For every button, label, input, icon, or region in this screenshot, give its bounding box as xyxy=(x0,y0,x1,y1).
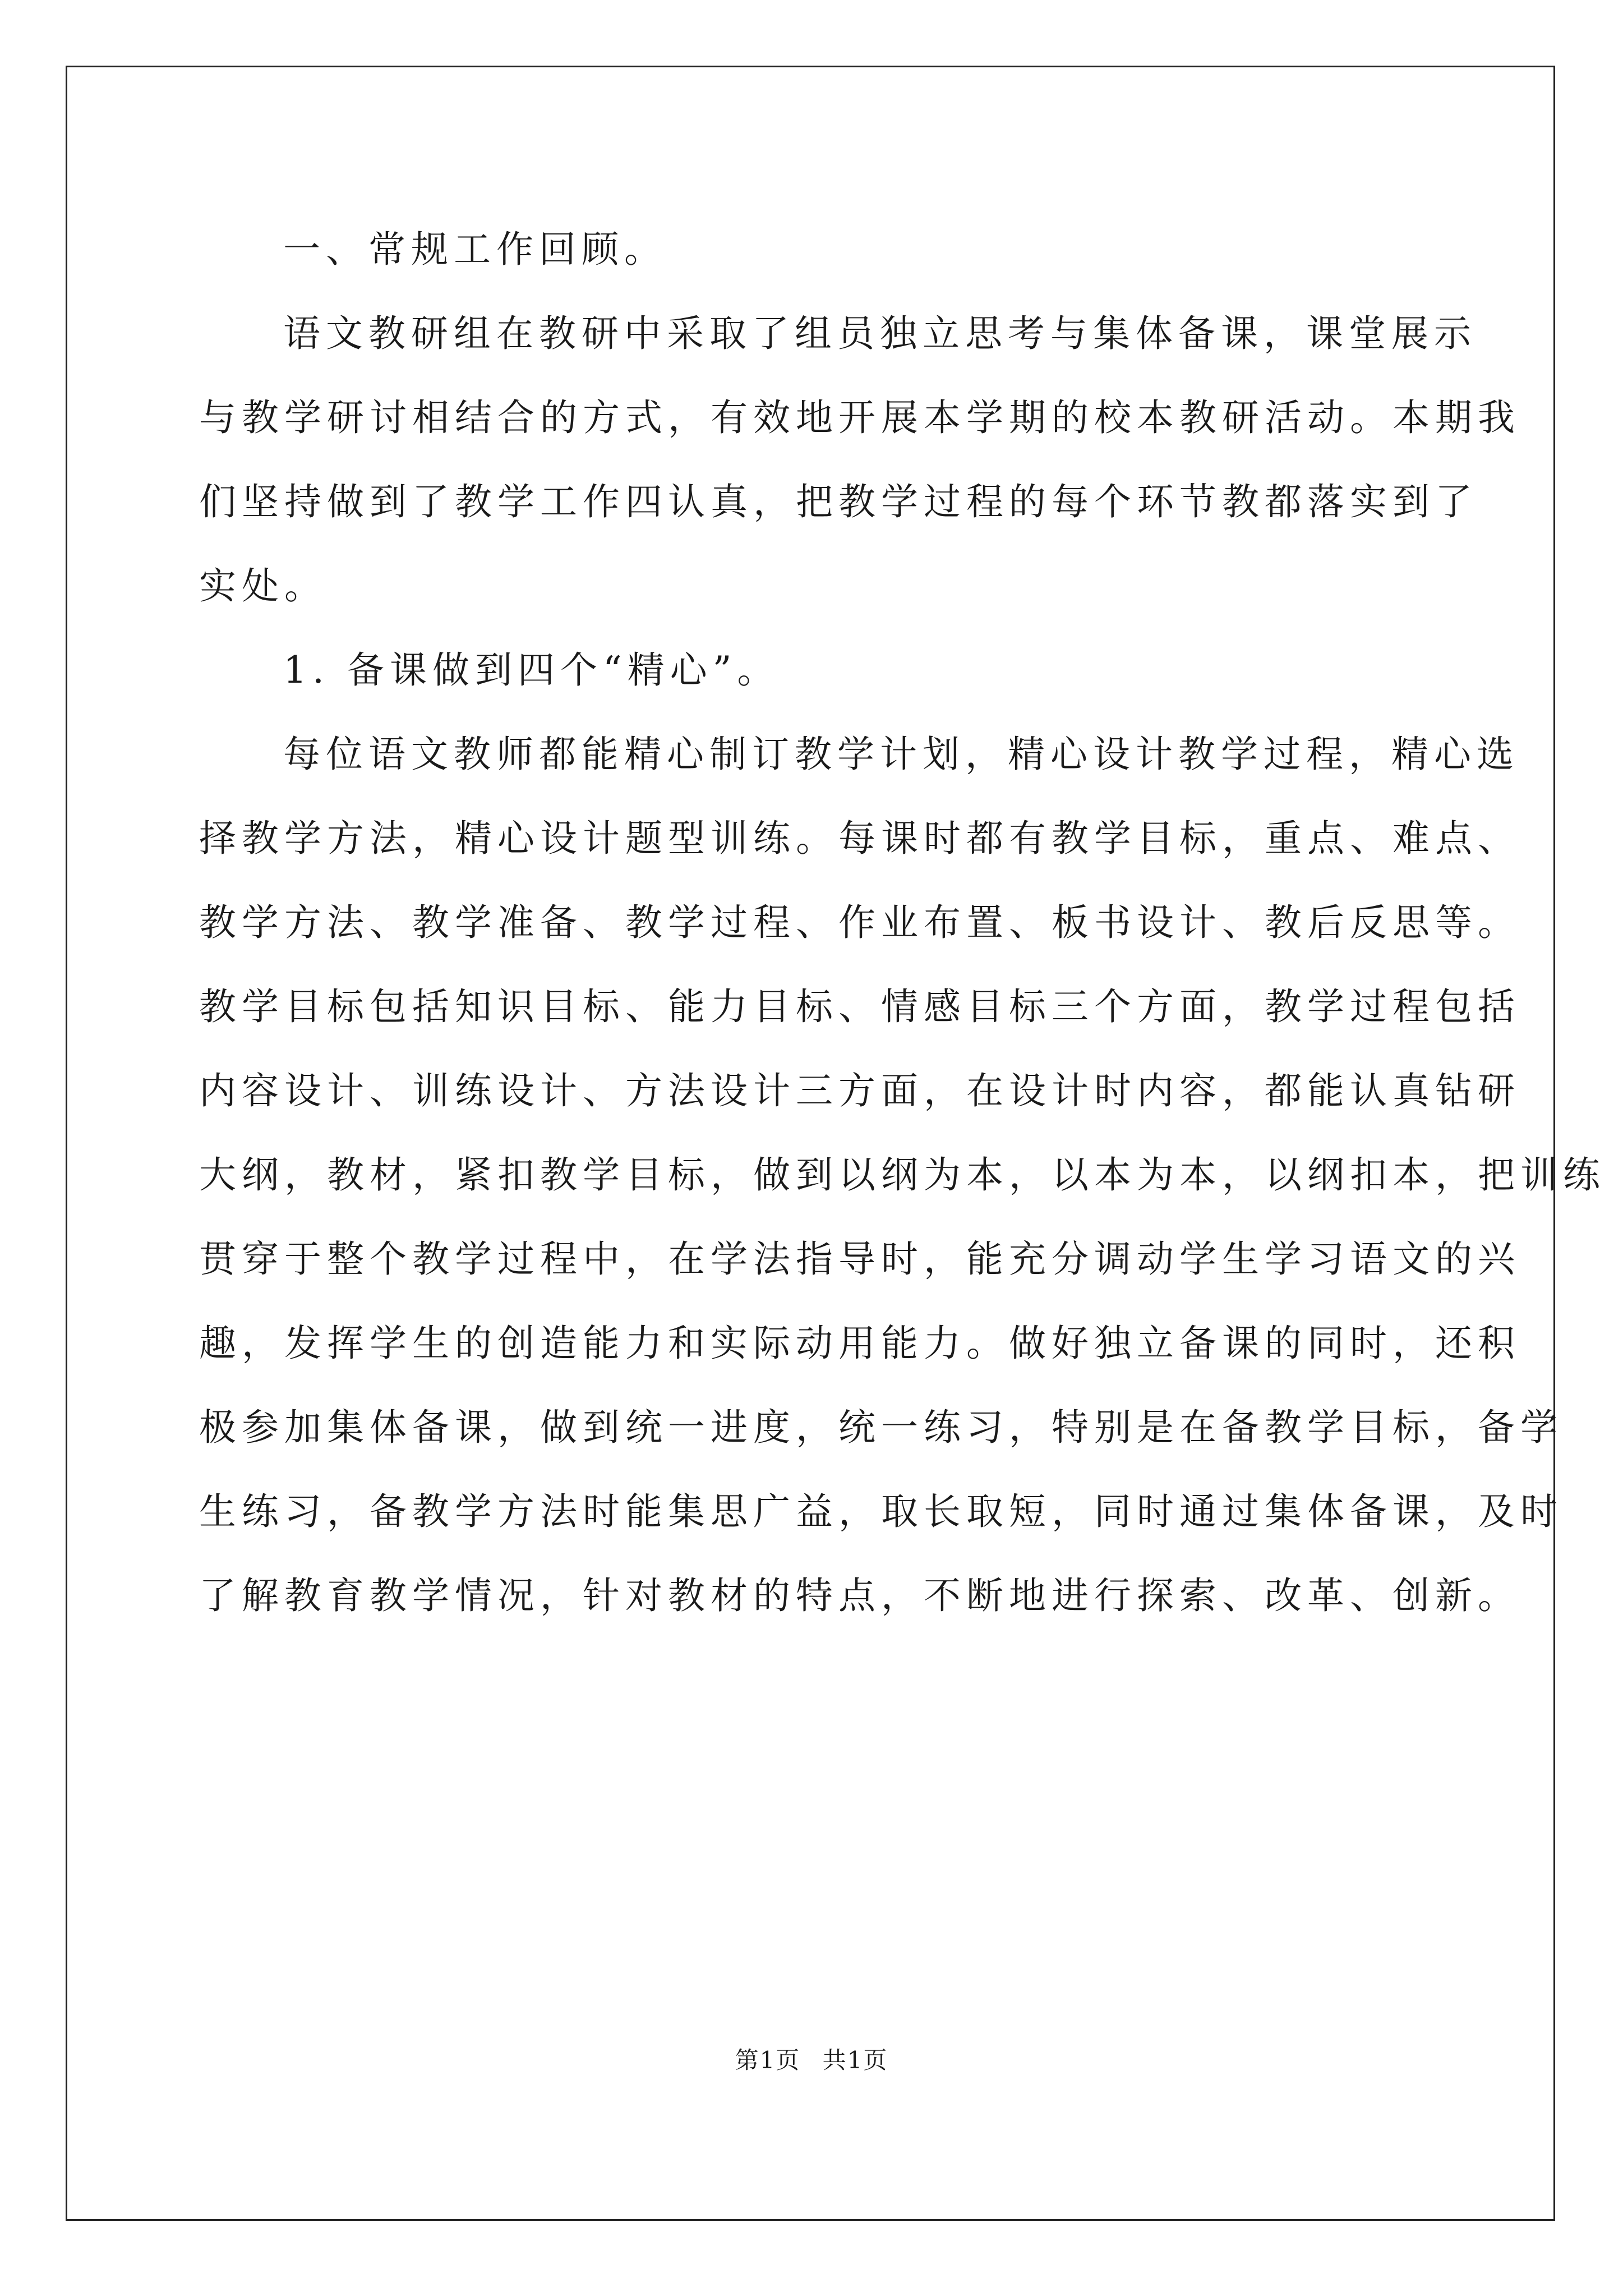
paragraph-line: 教学方法、教学准备、教学过程、作业布置、板书设计、教后反思等。 xyxy=(199,901,1520,944)
subsection-heading: 1. 备课做到四个“精心”。 xyxy=(283,648,780,692)
paragraph-line: 每位语文教师都能精心制订教学计划，精心设计教学过程，精心选 xyxy=(283,733,1519,776)
section-heading: 一、常规工作回顾。 xyxy=(283,228,667,271)
paragraph-line: 大纲，教材，紧扣教学目标，做到以纲为本，以本为本，以纲扣本，把训练 xyxy=(199,1153,1606,1197)
paragraph-line: 语文教研组在教研中采取了组员独立思考与集体备课，课堂展示 xyxy=(283,312,1477,355)
paragraph-line: 实处。 xyxy=(199,564,327,608)
paragraph-line: 们坚持做到了教学工作四认真，把教学过程的每个环节教都落实到了 xyxy=(199,480,1478,523)
paragraph-line: 了解教育教学情况，针对教材的特点，不断地进行探索、改革、创新。 xyxy=(199,1574,1520,1617)
paragraph-line: 生练习，备教学方法时能集思广益，取长取短，同时通过集体备课，及时 xyxy=(199,1490,1563,1533)
page-footer xyxy=(0,2042,1623,2076)
page-number: 第1页 xyxy=(735,2046,801,2074)
paragraph-line: 内容设计、训练设计、方法设计三方面，在设计时内容，都能认真钻研 xyxy=(199,1069,1520,1112)
page-total: 共1页 xyxy=(822,2046,888,2074)
document-body xyxy=(199,208,1606,1638)
paragraph-line: 教学目标包括知识目标、能力目标、情感目标三个方面，教学过程包括 xyxy=(199,985,1520,1028)
paragraph-line: 与教学研讨相结合的方式，有效地开展本学期的校本教研活动。本期我 xyxy=(199,396,1520,439)
paragraph-line: 趣，发挥学生的创造能力和实际动用能力。做好独立备课的同时，还积 xyxy=(199,1322,1520,1365)
paragraph-line: 极参加集体备课，做到统一进度，统一练习，特别是在备教学目标，备学 xyxy=(199,1406,1563,1449)
paragraph-line: 贯穿于整个教学过程中，在学法指导时，能充分调动学生学习语文的兴 xyxy=(199,1237,1520,1281)
paragraph-line: 择教学方法，精心设计题型训练。每课时都有教学目标，重点、难点、 xyxy=(199,817,1520,860)
